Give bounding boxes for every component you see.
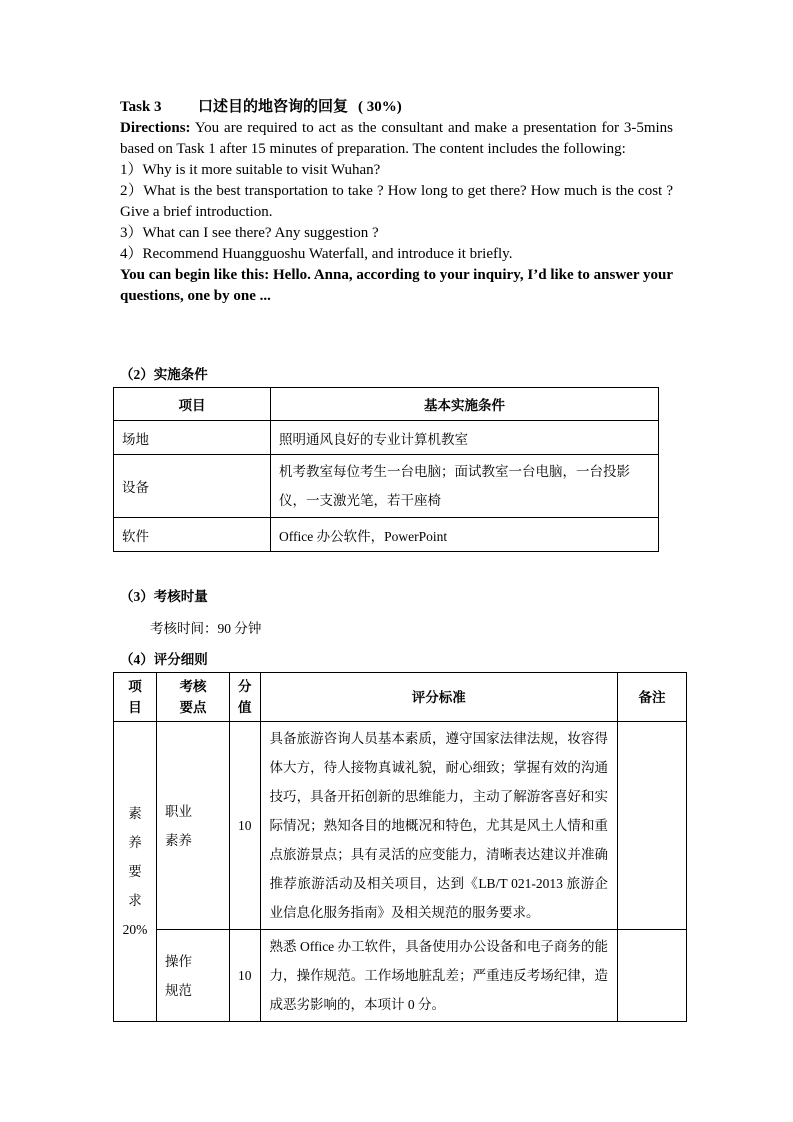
column-header [157,673,230,722]
table-cell: 机考教室每位考生一台电脑；面试教室一台电脑，一台投影仪，一支激光笔，若干座椅 [271,455,659,518]
conditions-heading: （2）实施条件 [120,367,208,382]
category-char: 素 [128,806,142,821]
header-line: 分 [238,679,252,694]
header-line: 值 [238,700,252,715]
point-line: 素养 [165,832,192,848]
column-header: 备注 [618,673,687,722]
table-row [114,455,659,518]
scoring-heading: （4）评分细则 [120,652,208,667]
column-header: 评分标准 [260,673,618,722]
column-header: 项目 [114,673,157,722]
table-row [114,930,687,1022]
table-cell: 设备 [114,455,271,518]
question-item: 3）What can I see there? Any suggestion ? [120,225,379,241]
point-cell [157,930,230,1022]
scoring-table [113,672,687,1022]
criteria-cell: 具备旅游咨询人员基本素质，遵守国家法律法规，妆容得体大方，待人接物真诚礼貌，耐心细致；掌握有效的沟通技巧，具备开拓创新的思维能力，主动了解游客喜好和实际情况；熟知各目的地概况和特色，尤其是风土人情和重点旅游景点；具有灵活的应变能力，清晰表达建议并准确推荐旅游活动及相关项目，达到《LB/T 021-2013 旅游企业信息化服务指南》及相关规范的服务要求。 [260,722,618,930]
column-header [230,673,261,722]
category-weight: 20% [122,922,148,937]
table-row [114,722,687,930]
criteria-cell: 熟悉 Office 办工软件，具备使用办公设备和电子商务的能力，操作规范。工作场地脏乱差；严重违反考场纪律，造成恶劣影响的，本项计 0 分。 [260,930,618,1022]
table-cell: 场地 [114,421,271,455]
directions-paragraph [120,118,673,160]
table-row [114,421,659,455]
exam-time-heading: （3）考核时量 [120,589,208,604]
table-cell: 软件 [114,518,271,552]
task-weight: ( 30%) [358,99,402,115]
point-line: 规范 [165,982,192,998]
directions-label: Directions: [120,120,191,136]
remarks-cell [618,722,687,930]
begin-instruction: You can begin like this: Hello. Anna, according to your inquiry, I’d like to answer your questions, one by one ... [120,267,673,304]
category-char: 求 [128,893,142,908]
category-char: 要 [128,864,142,879]
question-item: 1）Why is it more suitable to visit Wuhan? [120,162,381,178]
task-title [120,97,673,118]
conditions-table [113,387,659,552]
column-header: 基本实施条件 [271,388,659,421]
directions-text: You are required to act as the consultant and make a presentation for 3-5mins based on Task 1 after 15 minutes of preparation. The content includes the following: [120,120,673,157]
score-cell: 10 [230,722,261,930]
header-line: 考核 [179,679,207,694]
score-cell: 10 [230,930,261,1022]
table-header-row [114,388,659,421]
task-title-text: 口述目的地咨询的回复 [198,99,349,115]
table-cell: 照明通风良好的专业计算机教室 [271,421,659,455]
task-section [120,97,673,307]
table-header-row [114,673,687,722]
question-item: 2）What is the best transportation to take ? How long to get there? How much is the cost ? Give a brief introduction. [120,183,673,220]
question-item: 4）Recommend Huangguoshu Waterfall, and introduce it briefly. [120,246,513,262]
category-char: 养 [128,835,142,850]
point-line: 操作 [165,953,192,969]
task-number: Task 3 [120,99,162,115]
exam-time-text: 考核时间：90 分钟 [150,621,262,636]
column-header: 项目 [114,388,271,421]
header-line: 要点 [179,700,207,715]
category-cell [114,722,157,1022]
table-row [114,518,659,552]
point-cell [157,722,230,930]
table-cell: Office 办公软件，PowerPoint [271,518,659,552]
point-line: 职业 [165,803,192,819]
remarks-cell [618,930,687,1022]
